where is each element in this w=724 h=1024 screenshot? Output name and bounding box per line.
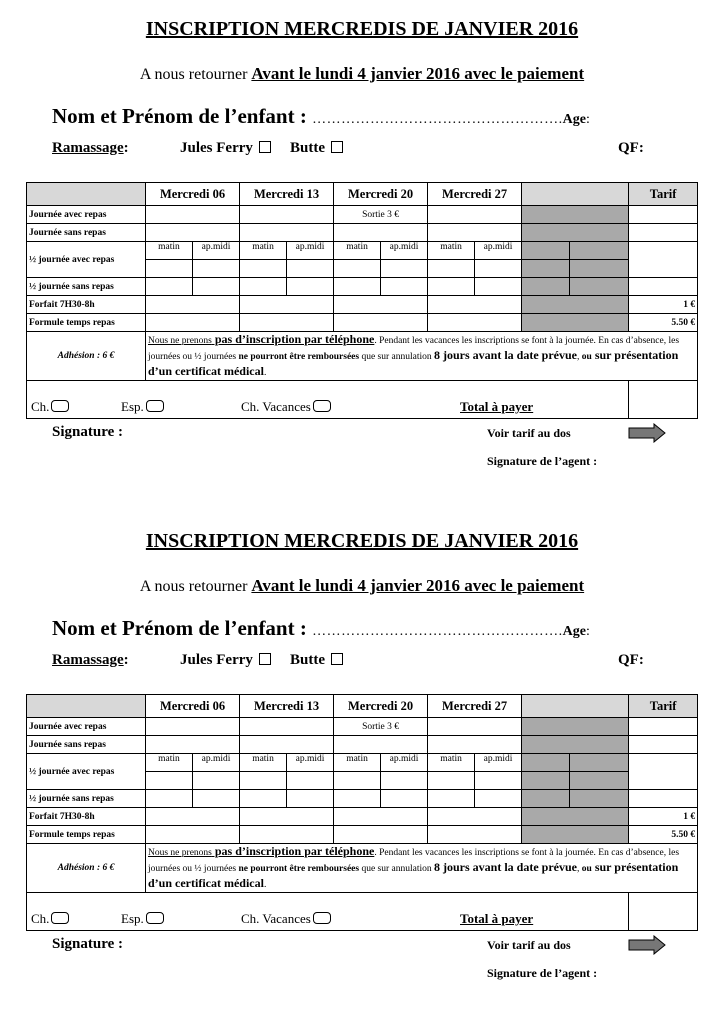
table-cell[interactable] <box>193 772 240 790</box>
payment-row <box>27 893 698 931</box>
total-label: Total à payer <box>460 399 534 414</box>
table-cell[interactable] <box>428 736 522 754</box>
shaded-cell <box>522 296 629 314</box>
pickup-colon: : <box>123 140 129 156</box>
shaded-cell <box>570 260 629 278</box>
table-cell[interactable] <box>146 314 240 332</box>
row-label: Forfait 7H30-8h <box>27 296 146 314</box>
pay-especes[interactable] <box>121 399 164 415</box>
pickup-option-label: Butte <box>290 652 325 668</box>
notice-part: ne pourront être remboursées <box>238 352 360 362</box>
notice-part: , <box>577 352 582 362</box>
return-prefix: A nous retourner <box>139 578 252 595</box>
header-day: Mercredi 06 <box>146 695 240 718</box>
arrow-right-icon <box>628 935 666 955</box>
table-cell[interactable] <box>428 260 475 278</box>
apmidi-label: ap.midi <box>287 754 334 772</box>
checkbox[interactable] <box>331 653 343 665</box>
form-title: INSCRIPTION MERCREDIS DE JANVIER 2016 <box>145 530 579 552</box>
tarif-value: 1 € <box>629 808 698 826</box>
pickup-label: Ramassage <box>52 652 124 668</box>
child-name-dots[interactable]: ……………………………………………. <box>312 624 563 639</box>
table-cell[interactable] <box>428 718 522 736</box>
total-cell[interactable] <box>629 381 698 419</box>
shaded-cell <box>570 772 629 790</box>
table-row <box>27 206 698 224</box>
header-day: Mercredi 13 <box>240 183 334 206</box>
pay-cheque[interactable] <box>31 911 69 927</box>
table-row <box>27 314 698 332</box>
pay-label: Ch. <box>31 399 50 414</box>
header-day: Mercredi 27 <box>428 695 522 718</box>
form-title: INSCRIPTION MERCREDIS DE JANVIER 2016 <box>145 18 579 40</box>
header-day: Mercredi 20 <box>334 695 428 718</box>
header-blank <box>522 183 629 206</box>
tarif-cell[interactable] <box>629 718 698 736</box>
pickup-option-label: Butte <box>290 140 325 156</box>
payment-methods <box>27 381 629 419</box>
table-cell[interactable] <box>146 808 240 826</box>
pay-label: Esp. <box>121 911 144 926</box>
row-label: Journée avec repas <box>27 206 146 224</box>
table-cell[interactable] <box>334 736 428 754</box>
table-row <box>27 224 698 242</box>
shaded-cell <box>570 790 629 808</box>
table-row <box>27 826 698 844</box>
table-cell[interactable] <box>334 296 428 314</box>
matin-label: matin <box>146 242 193 260</box>
pay-cheque[interactable] <box>31 399 69 415</box>
row-label: Journée avec repas <box>27 718 146 736</box>
notice-part: pas d’inscription par téléphone <box>211 844 375 858</box>
tarif-cell[interactable] <box>629 790 698 808</box>
header-blank <box>522 695 629 718</box>
table-cell[interactable] <box>240 260 287 278</box>
table-cell[interactable] <box>334 314 428 332</box>
apmidi-label: ap.midi <box>381 242 428 260</box>
notice-part: ou <box>581 352 592 362</box>
table-cell[interactable] <box>381 790 428 808</box>
signature-label: Signature : <box>52 936 123 952</box>
table-cell[interactable] <box>381 278 428 296</box>
age-colon: : <box>585 624 590 639</box>
shaded-cell <box>522 736 629 754</box>
table-cell[interactable] <box>475 790 522 808</box>
table-cell[interactable] <box>146 296 240 314</box>
table-cell[interactable] <box>193 790 240 808</box>
checkbox[interactable] <box>51 400 69 412</box>
adhesion-label: Adhésion : 6 € <box>27 844 146 893</box>
total-cell[interactable] <box>629 893 698 931</box>
child-name-label: Nom et Prénom de l’enfant : <box>52 104 313 128</box>
apmidi-label: ap.midi <box>475 242 522 260</box>
table-cell[interactable] <box>334 772 381 790</box>
table-cell[interactable] <box>240 718 334 736</box>
tarif-cell[interactable] <box>629 278 698 296</box>
apmidi-label: ap.midi <box>475 754 522 772</box>
matin-label: matin <box>334 754 381 772</box>
checkbox[interactable] <box>313 912 331 924</box>
age-colon: : <box>585 112 590 127</box>
see-tarif-note: Voir tarif au dos <box>487 938 571 952</box>
tarif-cell[interactable] <box>629 242 698 278</box>
signature-label: Signature : <box>52 424 123 440</box>
table-cell[interactable] <box>287 790 334 808</box>
notice-text <box>146 844 698 893</box>
table-header-row <box>27 183 698 206</box>
table-cell[interactable] <box>475 772 522 790</box>
header-day: Mercredi 27 <box>428 183 522 206</box>
table-cell[interactable] <box>334 278 381 296</box>
table-cell[interactable] <box>334 808 428 826</box>
child-name-dots[interactable]: ……………………………………………. <box>312 112 563 127</box>
pay-especes[interactable] <box>121 911 164 927</box>
table-cell[interactable] <box>287 278 334 296</box>
return-deadline: Avant le lundi 4 janvier 2016 avec le paiement <box>251 576 585 595</box>
table-row <box>27 736 698 754</box>
table-cell[interactable] <box>475 260 522 278</box>
table-cell[interactable] <box>240 790 287 808</box>
sortie-cell[interactable]: Sortie 3 € <box>334 718 428 736</box>
pickup-label-wrap <box>52 652 129 669</box>
header-blank <box>27 695 146 718</box>
table-cell[interactable] <box>428 790 475 808</box>
table-cell[interactable] <box>240 314 334 332</box>
table-cell[interactable] <box>193 278 240 296</box>
pickup-option-jules-ferry[interactable] <box>180 140 271 157</box>
row-label: Formule temps repas <box>27 314 146 332</box>
table-cell[interactable] <box>240 808 334 826</box>
notice-part: , <box>577 864 582 874</box>
table-row <box>27 808 698 826</box>
tarif-cell[interactable] <box>629 736 698 754</box>
table-cell[interactable] <box>240 736 334 754</box>
table-cell[interactable] <box>240 278 287 296</box>
registration-form <box>0 512 724 1024</box>
adhesion-label: Adhésion : 6 € <box>27 332 146 381</box>
matin-label: matin <box>240 242 287 260</box>
table-cell[interactable] <box>428 206 522 224</box>
row-label: ½ journée avec repas <box>27 242 146 278</box>
tarif-value: 5.50 € <box>629 826 698 844</box>
notice-part: . <box>263 368 267 378</box>
table-cell[interactable] <box>381 260 428 278</box>
matin-label: matin <box>428 242 475 260</box>
pay-label: Ch. <box>31 911 50 926</box>
pay-label: Ch. Vacances <box>241 399 311 414</box>
pickup-option-butte[interactable] <box>290 652 343 669</box>
table-cell[interactable] <box>146 772 193 790</box>
table-row <box>27 754 698 772</box>
table-cell[interactable] <box>240 296 334 314</box>
table-row <box>27 296 698 314</box>
agent-signature-label: Signature de l’agent : <box>487 454 598 468</box>
see-tarif-note: Voir tarif au dos <box>487 426 571 440</box>
row-label: Formule temps repas <box>27 826 146 844</box>
table-cell[interactable] <box>287 772 334 790</box>
shaded-cell <box>522 224 629 242</box>
table-row <box>27 718 698 736</box>
shaded-cell <box>522 826 629 844</box>
child-name-line[interactable] <box>52 104 590 129</box>
row-label: ½ journée avec repas <box>27 754 146 790</box>
table-cell[interactable] <box>146 260 193 278</box>
notice-part: Nous ne prenons <box>148 848 212 858</box>
tarif-value: 5.50 € <box>629 314 698 332</box>
registration-table <box>26 694 698 931</box>
table-cell[interactable] <box>334 790 381 808</box>
agent-signature-label: Signature de l’agent : <box>487 966 598 980</box>
notice-part: que sur annulation <box>359 864 435 874</box>
tarif-value: 1 € <box>629 296 698 314</box>
pickup-option-butte[interactable] <box>290 140 343 157</box>
shaded-cell <box>522 278 570 296</box>
table-cell[interactable] <box>146 206 240 224</box>
checkbox[interactable] <box>259 141 271 153</box>
table-cell[interactable] <box>146 736 240 754</box>
row-label: ½ journée sans repas <box>27 278 146 296</box>
return-deadline: Avant le lundi 4 janvier 2016 avec le paiement <box>251 64 585 83</box>
return-instructions <box>0 64 724 84</box>
matin-label: matin <box>334 242 381 260</box>
shaded-cell <box>522 242 570 260</box>
total-label: Total à payer <box>460 911 534 926</box>
notice-part: pas d’inscription par téléphone <box>211 332 375 346</box>
table-cell[interactable] <box>240 826 334 844</box>
header-day: Mercredi 13 <box>240 695 334 718</box>
shaded-cell <box>522 314 629 332</box>
pickup-option-label: Jules Ferry <box>180 140 253 156</box>
header-day: Mercredi 20 <box>334 183 428 206</box>
notice-part: que sur annulation <box>359 352 435 362</box>
arrow-right-icon <box>628 423 666 443</box>
payment-methods <box>27 893 629 931</box>
shaded-cell <box>522 754 570 772</box>
apmidi-label: ap.midi <box>193 242 240 260</box>
pay-cheque-vacances[interactable] <box>241 911 331 927</box>
apmidi-label: ap.midi <box>287 242 334 260</box>
pickup-option-jules-ferry[interactable] <box>180 652 271 669</box>
table-cell[interactable] <box>428 224 522 242</box>
table-header-row <box>27 695 698 718</box>
notice-part: 8 jours avant la date prévue <box>434 860 578 874</box>
table-cell[interactable] <box>428 296 522 314</box>
header-blank <box>27 183 146 206</box>
table-cell[interactable] <box>334 224 428 242</box>
shaded-cell <box>522 718 629 736</box>
notice-part: . Pendant les vacances les inscriptions se font à la journée. En cas d’absence, les journées ou ½ journées <box>148 336 680 362</box>
return-instructions <box>0 576 724 596</box>
apmidi-label: ap.midi <box>193 754 240 772</box>
child-name-label: Nom et Prénom de l’enfant : <box>52 616 313 640</box>
return-prefix: A nous retourner <box>139 66 252 83</box>
table-row <box>27 242 698 260</box>
notice-part: ou <box>581 864 592 874</box>
checkbox[interactable] <box>313 400 331 412</box>
notice-part: sur présentation d’un certificat médical <box>148 348 679 378</box>
table-cell[interactable] <box>240 206 334 224</box>
tarif-cell[interactable] <box>629 206 698 224</box>
row-label: Journée sans repas <box>27 736 146 754</box>
table-cell[interactable] <box>381 772 428 790</box>
qf-label: QF: <box>618 652 644 668</box>
checkbox[interactable] <box>51 912 69 924</box>
table-cell[interactable] <box>146 718 240 736</box>
qf-label: QF: <box>618 140 644 156</box>
sortie-cell[interactable]: Sortie 3 € <box>334 206 428 224</box>
pay-label: Esp. <box>121 399 144 414</box>
matin-label: matin <box>146 754 193 772</box>
notice-part: 8 jours avant la date prévue <box>434 348 578 362</box>
apmidi-label: ap.midi <box>381 754 428 772</box>
notice-part: ne pourront être remboursées <box>238 864 360 874</box>
table-cell[interactable] <box>428 808 522 826</box>
shaded-cell <box>570 754 629 772</box>
table-cell[interactable] <box>475 278 522 296</box>
notice-part: . Pendant les vacances les inscriptions se font à la journée. En cas d’absence, les journées ou ½ journées <box>148 848 680 874</box>
shaded-cell <box>570 278 629 296</box>
notice-part: Nous ne prenons <box>148 336 212 346</box>
table-cell[interactable] <box>146 278 193 296</box>
table-cell[interactable] <box>146 826 240 844</box>
registration-table <box>26 182 698 419</box>
pickup-option-label: Jules Ferry <box>180 652 253 668</box>
pickup-colon: : <box>123 652 129 668</box>
pickup-label-wrap <box>52 140 129 157</box>
table-cell[interactable] <box>287 260 334 278</box>
table-row <box>27 790 698 808</box>
header-tarif: Tarif <box>629 183 698 206</box>
matin-label: matin <box>240 754 287 772</box>
table-cell[interactable] <box>240 772 287 790</box>
adhesion-row <box>27 844 698 893</box>
table-cell[interactable] <box>193 260 240 278</box>
shaded-cell <box>522 260 570 278</box>
pay-cheque-vacances[interactable] <box>241 399 331 415</box>
checkbox[interactable] <box>146 400 164 412</box>
age-label: Age <box>562 624 586 639</box>
tarif-cell[interactable] <box>629 754 698 790</box>
table-cell[interactable] <box>334 260 381 278</box>
notice-part: . <box>263 880 267 890</box>
adhesion-row <box>27 332 698 381</box>
header-tarif: Tarif <box>629 695 698 718</box>
notice-part: sur présentation d’un certificat médical <box>148 860 679 890</box>
shaded-cell <box>522 772 570 790</box>
table-cell[interactable] <box>240 224 334 242</box>
age-label: Age <box>562 112 586 127</box>
table-row <box>27 278 698 296</box>
row-label: Forfait 7H30-8h <box>27 808 146 826</box>
shaded-cell <box>522 808 629 826</box>
pay-label: Ch. Vacances <box>241 911 311 926</box>
checkbox[interactable] <box>146 912 164 924</box>
shaded-cell <box>522 790 570 808</box>
table-cell[interactable] <box>146 790 193 808</box>
table-cell[interactable] <box>428 826 522 844</box>
row-label: Journée sans repas <box>27 224 146 242</box>
row-label: ½ journée sans repas <box>27 790 146 808</box>
table-cell[interactable] <box>146 224 240 242</box>
shaded-cell <box>522 206 629 224</box>
child-name-line[interactable] <box>52 616 590 641</box>
pickup-label: Ramassage <box>52 140 124 156</box>
table-cell[interactable] <box>428 278 475 296</box>
table-cell[interactable] <box>428 772 475 790</box>
table-cell[interactable] <box>334 826 428 844</box>
payment-row <box>27 381 698 419</box>
shaded-cell <box>570 242 629 260</box>
header-day: Mercredi 06 <box>146 183 240 206</box>
table-cell[interactable] <box>428 314 522 332</box>
notice-text <box>146 332 698 381</box>
matin-label: matin <box>428 754 475 772</box>
tarif-cell[interactable] <box>629 224 698 242</box>
checkbox[interactable] <box>259 653 271 665</box>
checkbox[interactable] <box>331 141 343 153</box>
